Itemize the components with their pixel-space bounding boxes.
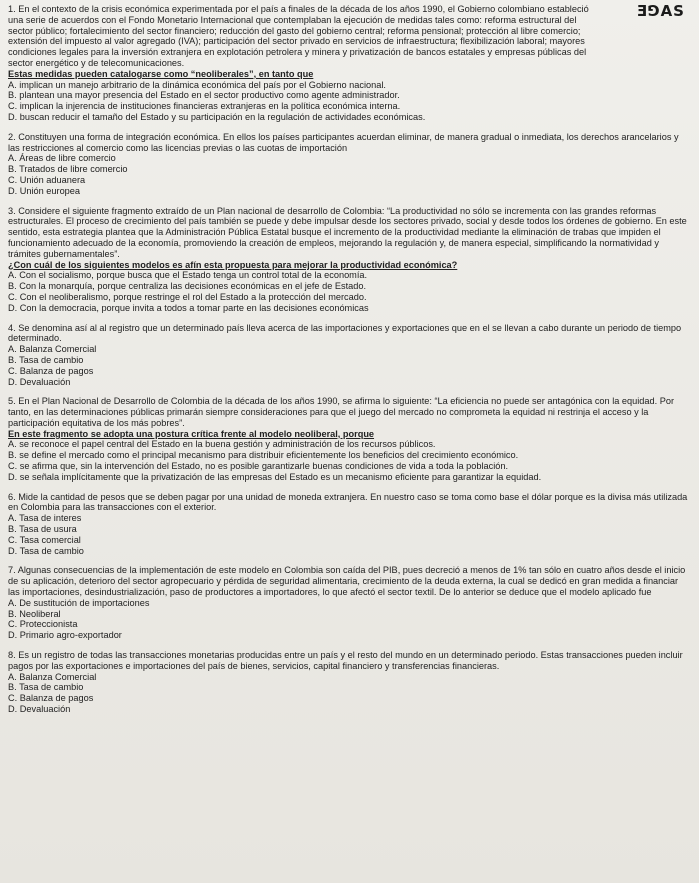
answer-option-c[interactable]: C. Proteccionista bbox=[8, 619, 78, 630]
answer-option-a[interactable]: A. De sustitución de importaciones bbox=[8, 597, 150, 608]
question-stem: 7. Algunas consecuencias de la implementación de este modelo en Colombia son caída del PIB, pues decreció a menos de 1% tan sólo en cuatro años desde el inicio de su aplicación, deterioro del sector agropecuario y pérdida de seguridad alimentaria, crecimiento de la deuda externa, la cual se dedicó en gran medida a financiar las importaciones, desindustrialización, paso de productores a importadores, lo que afectó el sector textil. De lo anterior se deduce que el modelo aplicado fue bbox=[8, 565, 686, 598]
question-stem: 2. Constituyen una forma de integración económica. En ellos los países participantes acuerdan eliminar, de manera gradual o inmediata, los derechos arancelarios y las restricciones al comercio como las licencias previas o las cuotas de importación bbox=[8, 131, 679, 153]
answer-option-a[interactable]: A. Con el socialismo, porque busca que el Estado tenga un control total de la economía. bbox=[8, 270, 368, 281]
answer-option-d[interactable]: D. Unión europea bbox=[8, 185, 81, 196]
answer-option-d[interactable]: D. Tasa de cambio bbox=[8, 545, 84, 556]
answer-option-a[interactable]: A. Áreas de libre comercio bbox=[8, 153, 116, 164]
answer-option-a[interactable]: A. Tasa de interes bbox=[8, 513, 82, 524]
answer-option-a[interactable]: A. Balanza Comercial bbox=[8, 344, 97, 355]
answer-option-b[interactable]: B. plantean una mayor presencia del Estado en el sector productivo como agente administrador. bbox=[8, 90, 400, 101]
question-stem: 6. Mide la cantidad de pesos que se deben pagar por una unidad de moneda extranjera. En nuestro caso se toma como base el dólar porque es la divisa más utilizada en Colombia para las transacciones con el exterior. bbox=[8, 491, 688, 513]
question-5 bbox=[8, 396, 691, 482]
question-2 bbox=[8, 132, 691, 197]
answer-option-a[interactable]: A. implican un manejo arbitrario de la dinámica económica del país por el Gobierno nacional. bbox=[8, 79, 386, 90]
question-4 bbox=[8, 323, 691, 388]
question-prompt: En este fragmento se adopta una postura crítica frente al modelo neoliberal, porque bbox=[8, 428, 375, 439]
question-7 bbox=[8, 565, 691, 641]
question-spacer bbox=[8, 641, 691, 650]
answer-option-c[interactable]: C. Unión aduanera bbox=[8, 174, 86, 185]
question-stem: 5. En el Plan Nacional de Desarrollo de Colombia de la década de los años 1990, se afirma lo siguiente: “La eficiencia no puede ser antagónica con la equidad. Por tanto, en las determinaciones públicas primarán siempre consideraciones para que el juego del mercado no comprometa la equidad ni restrinja el acceso y la participación equitativa de los más pobres”. bbox=[8, 396, 675, 428]
question-prompt: ¿Con cuál de los siguientes modelos es afín esta propuesta para mejorar la productividad económica? bbox=[8, 259, 458, 270]
answer-option-b[interactable]: B. se define el mercado como el principal mecanismo para distribuir eficientemente los beneficios del crecimiento económico. bbox=[8, 450, 519, 461]
question-spacer bbox=[8, 197, 691, 206]
answer-option-a[interactable]: A. se reconoce el papel central del Estado en la buena gestión y administración de los recursos públicos. bbox=[8, 439, 436, 450]
question-3 bbox=[8, 206, 691, 314]
question-stem: 8. Es un registro de todas las transacciones monetarias producidas entre un país y el resto del mundo en un determinado periodo. Estas transacciones pueden incluir pagos por las exportaciones e importaciones del país de bienes, servicios, capital financiero y transferencias financieras. bbox=[8, 650, 683, 671]
question-spacer bbox=[8, 483, 691, 492]
question-spacer bbox=[8, 387, 691, 396]
question-spacer bbox=[8, 123, 691, 132]
answer-option-b[interactable]: B. Tasa de cambio bbox=[8, 682, 84, 693]
answer-option-c[interactable]: C. Balanza de pagos bbox=[8, 693, 94, 704]
question-prompt: Estas medidas pueden catalogarse como “neoliberales”, en tanto que bbox=[8, 68, 314, 79]
answer-option-b[interactable]: B. Con la monarquía, porque centraliza las decisiones económicas en el jefe de Estado. bbox=[8, 281, 367, 292]
question-spacer bbox=[8, 556, 691, 565]
answer-option-d[interactable]: D. buscan reducir el tamaño del Estado y su participación en la regulación de actividades económicas. bbox=[8, 111, 426, 122]
question-spacer bbox=[8, 314, 691, 323]
answer-option-d[interactable]: D. se señala implícitamente que la privatización de las empresas del Estado es un mecanismo eficiente para garantizar la equidad. bbox=[8, 471, 542, 482]
answer-option-b[interactable]: B. Tasa de cambio bbox=[8, 354, 84, 365]
answer-option-c[interactable]: C. Tasa comercial bbox=[8, 534, 81, 545]
answer-option-d[interactable]: D. Devaluación bbox=[8, 376, 71, 387]
answer-option-d[interactable]: D. Primario agro-exportador bbox=[8, 630, 122, 641]
answer-option-c[interactable]: C. implican la injerencia de instituciones financieras extranjeras en la política económica interna. bbox=[8, 101, 401, 112]
answer-option-b[interactable]: B. Tasa de usura bbox=[8, 524, 77, 535]
answer-option-c[interactable]: C. se afirma que, sin la intervención del Estado, no es posible garantizarle buenas condiciones de vida a toda la población. bbox=[8, 461, 509, 472]
answer-option-c[interactable]: C. Balanza de pagos bbox=[8, 365, 94, 376]
answer-option-c[interactable]: C. Con el neoliberalismo, porque restringe el rol del Estado a la protección del mercado. bbox=[8, 291, 367, 302]
answer-option-b[interactable]: B. Tratados de libre comercio bbox=[8, 164, 128, 175]
answer-option-a[interactable]: A. Balanza Comercial bbox=[8, 671, 97, 682]
question-stem: 1. En el contexto de la crisis económica experimentada por el país a finales de la década de los años 1990, el Gobierno colombiano estableció una serie de acuerdos con el Fondo Monetario Internacional que contemplaban la ejecución de medidas tales como: reforma estructural del sector público; fortalecimiento del sector financiero; reducción del gasto del gobierno central; reforma pensional; protección al libre comercio; extensión del impuesto al valor agregado (IVA); participación del sector privado en servicios de infraestructura; flexibilización laboral; mayores condiciones legales para la inversión extranjera en explotación petrolera y minera y privatización de bancos estatales y empresas públicas del sector energético y de telecomunicaciones. bbox=[8, 4, 589, 68]
question-1 bbox=[8, 4, 691, 123]
question-stem: 4. Se denomina así al al registro que un determinado país lleva acerca de las importaciones y exportaciones que en el se llevan a cabo durante un periodo de tiempo determinado. bbox=[8, 322, 682, 344]
question-8 bbox=[8, 650, 691, 715]
answer-option-d[interactable]: D. Con la democracia, porque invita a todos a tomar parte en las decisiones económicas bbox=[8, 302, 369, 313]
logo-mark: ƎꓨAS bbox=[636, 2, 685, 20]
question-list bbox=[8, 4, 691, 715]
question-6 bbox=[8, 492, 691, 557]
answer-option-d[interactable]: D. Devaluación bbox=[8, 704, 71, 715]
answer-option-b[interactable]: B. Neoliberal bbox=[8, 608, 61, 619]
question-stem: 3. Considere el siguiente fragmento extraído de un Plan nacional de desarrollo de Colombia: “La productividad no sólo se incrementa con las grandes reformas estructurales. El proceso de crecimiento del país también se puede y debe impulsar desde los sectores privado, social y desde todos los órdenes de gobierno. En este sentido, esta estrategia plantea que la Administración Pública Estatal busque el incremento de la productividad mediante la eliminación de trabas que impiden el funcionamiento adecuado de la economía, promoviendo la creación de empleos, mejorando la regulación y, de manera especial, simplificando la normatividad y trámites gubernamentales”. bbox=[8, 205, 687, 259]
